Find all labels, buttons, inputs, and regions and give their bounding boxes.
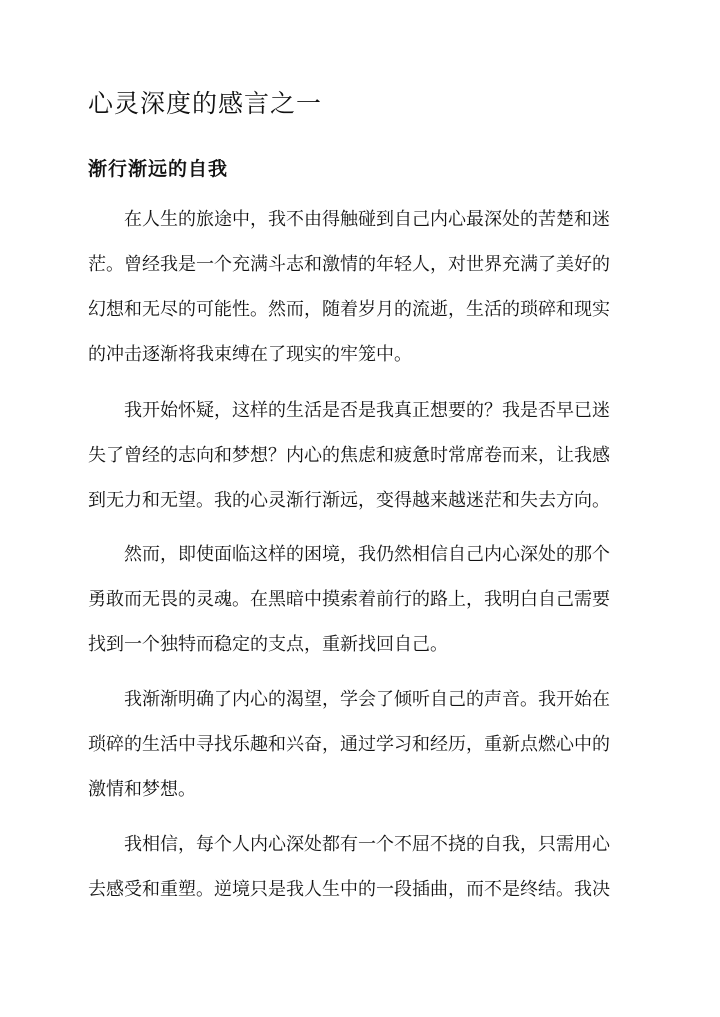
section-subtitle: 渐行渐远的自我 xyxy=(88,158,229,180)
paragraph-line: 琐碎的生活中寻找乐趣和兴奋，通过学习和经历，重新点燃心中的 xyxy=(88,734,610,755)
paragraph-line: 我开始怀疑，这样的生活是否是我真正想要的？我是否早已迷 xyxy=(124,400,610,421)
paragraph-line: 茫。曾经我是一个充满斗志和激情的年轻人，对世界充满了美好的 xyxy=(88,254,610,275)
paragraph-4 xyxy=(88,677,648,812)
paragraph-line: 去感受和重塑。逆境只是我人生中的一段插曲，而不是终结。我决 xyxy=(88,879,610,900)
paragraph-line: 在人生的旅途中，我不由得触碰到自己内心最深处的苦楚和迷 xyxy=(124,209,610,230)
paragraph-line: 的冲击逐渐将我束缚在了现实的牢笼中。 xyxy=(88,344,412,365)
paragraph-line: 我渐渐明确了内心的渴望，学会了倾听自己的声音。我开始在 xyxy=(124,689,610,710)
paragraph-5 xyxy=(88,822,648,912)
paragraph-line: 失了曾经的志向和梦想？内心的焦虑和疲惫时常席卷而来，让我感 xyxy=(88,445,610,466)
paragraph-line: 然而，即使面临这样的困境，我仍然相信自己内心深处的那个 xyxy=(124,544,610,565)
paragraph-line: 激情和梦想。 xyxy=(88,779,196,800)
paragraph-3 xyxy=(88,532,648,667)
paragraph-line: 幻想和无尽的可能性。然而，随着岁月的流逝，生活的琐碎和现实 xyxy=(88,299,610,320)
paragraph-line: 勇敢而无畏的灵魂。在黑暗中摸索着前行的路上，我明白自己需要 xyxy=(88,589,610,610)
paragraph-line: 我相信，每个人内心深处都有一个不屈不挠的自我，只需用心 xyxy=(124,834,610,855)
document-title: 心灵深度的感言之一 xyxy=(88,89,323,118)
paragraph-1 xyxy=(88,197,648,377)
paragraph-line: 找到一个独特而稳定的支点，重新找回自己。 xyxy=(88,634,448,655)
paragraph-2 xyxy=(88,388,648,523)
paragraph-line: 到无力和无望。我的心灵渐行渐远，变得越来越迷茫和失去方向。 xyxy=(88,490,610,511)
